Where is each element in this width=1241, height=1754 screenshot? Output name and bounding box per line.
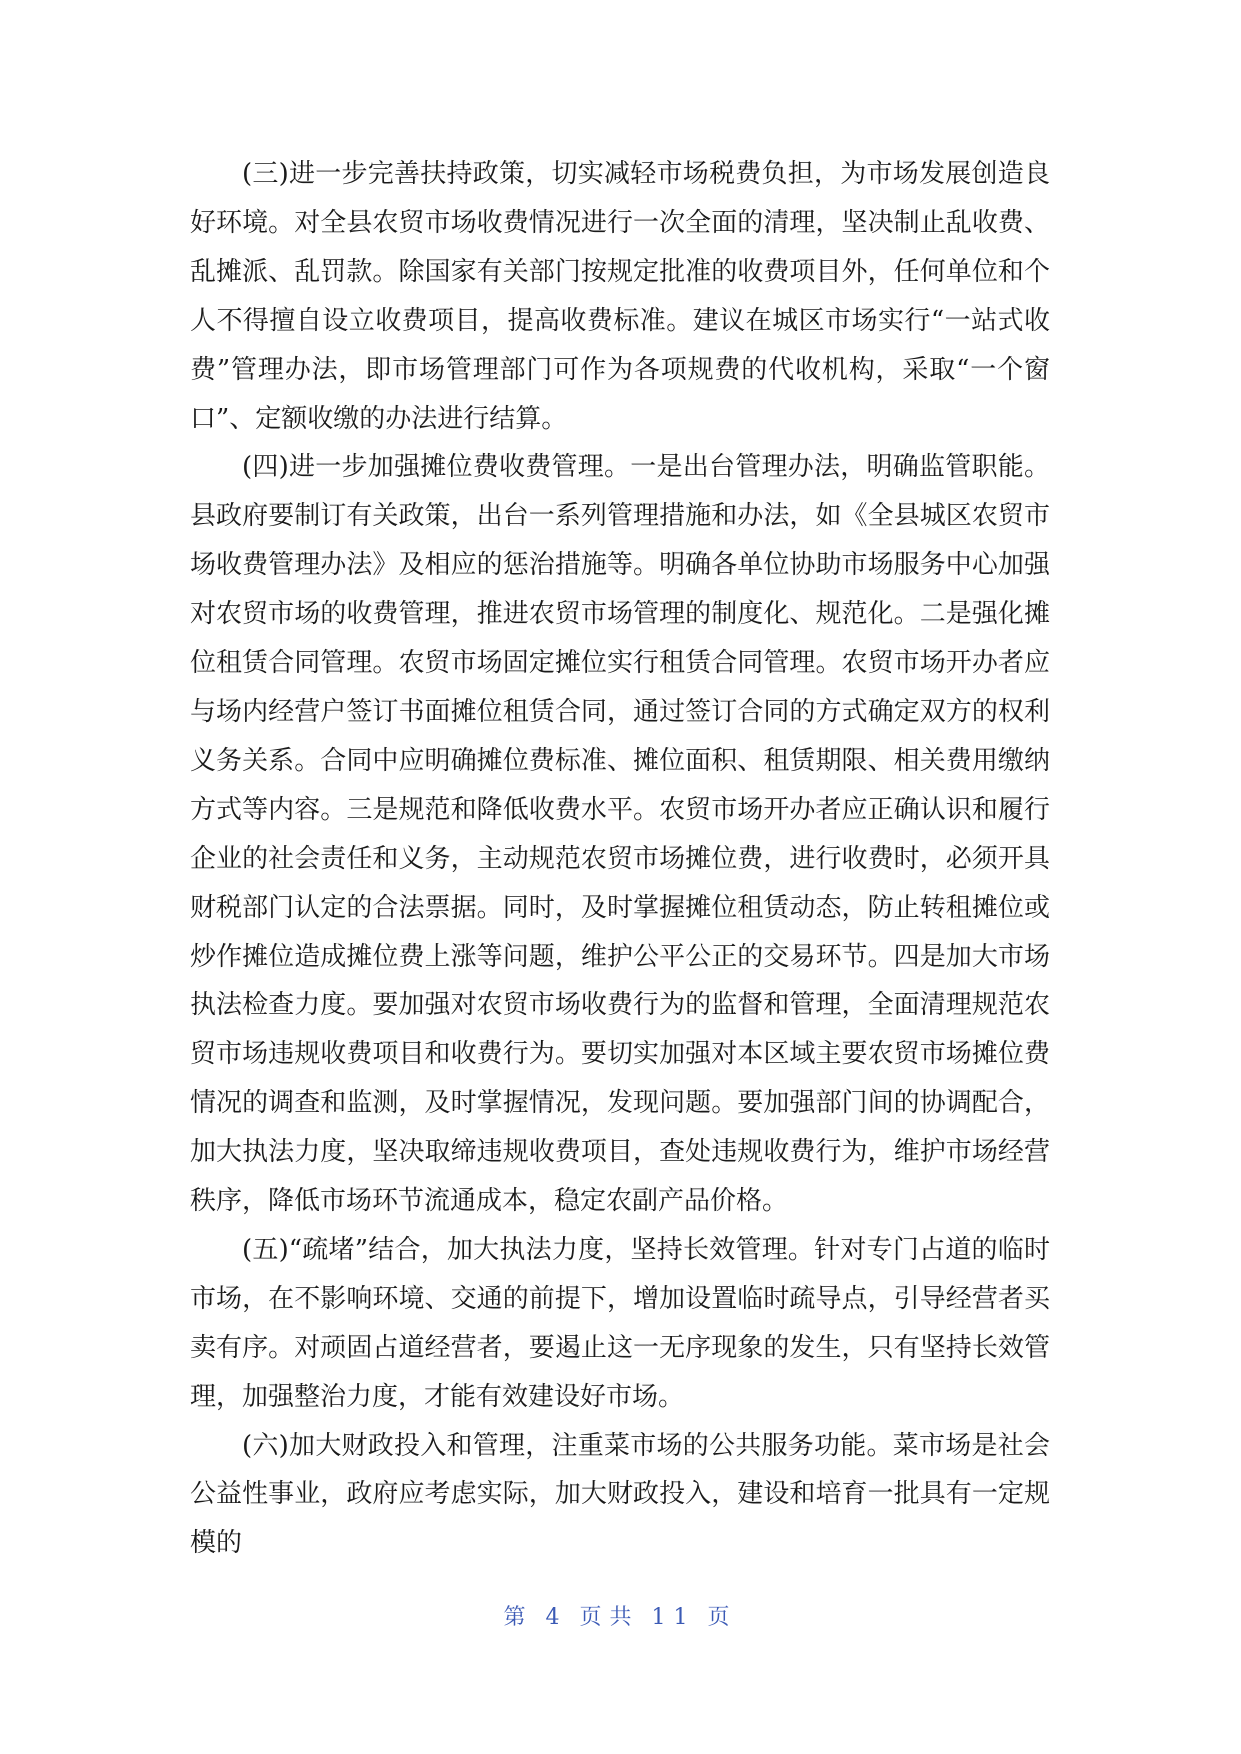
paragraph-6: (六)加大财政投入和管理，注重菜市场的公共服务功能。菜市场是社会公益性事业，政府应考虑实际，加大财政投入，建设和培育一批具有一定规模的 — [190, 1430, 1050, 1559]
document-body — [190, 150, 1050, 1568]
footer-total-pages: 11 — [651, 1605, 696, 1630]
footer-middle: 页共 — [579, 1605, 640, 1630]
paragraph-4: (四)进一步加强摊位费收费管理。一是出台管理办法，明确监管职能。县政府要制订有关政策，出台一系列管理措施和办法，如《全县城区农贸市场收费管理办法》及相应的惩治措施等。明确各单位协助市场服务中心加强对农贸市场的收费管理，推进农贸市场管理的制度化、规范化。二是强化摊位租赁合同管理。农贸市场固定摊位实行租赁合同管理。农贸市场开办者应与场内经营户签订书面摊位租赁合同，通过签订合同的方式确定双方的权利义务关系。合同中应明确摊位费标准、摊位面积、租赁期限、相关费用缴纳方式等内容。三是规范和降低收费水平。农贸市场开办者应正确认识和履行企业的社会责任和义务，主动规范农贸市场摊位费，进行收费时，必须开具财税部门认定的合法票据。同时，及时掌握摊位租赁动态，防止转租摊位或炒作摊位造成摊位费上涨等问题，维护公平公正的交易环节。四是加大市场执法检查力度。要加强对农贸市场收费行为的监督和管理，全面清理规范农贸市场违规收费项目和收费行为。要切实加强对本区域主要农贸市场摊位费情况的调查和监测，及时掌握情况，发现问题。要加强部门间的协调配合，加大执法力度，坚决取缔违规收费项目，查处违规收费行为，维护市场经营秩序，降低市场环节流通成本，稳定农副产品价格。 — [190, 452, 1050, 1217]
page-footer — [0, 1600, 1241, 1631]
footer-suffix: 页 — [707, 1605, 738, 1630]
paragraph-5: (五)“疏堵”结合，加大执法力度，坚持长效管理。针对专门占道的临时市场，在不影响环境、交通的前提下，增加设置临时疏导点，引导经营者买卖有序。对顽固占道经营者，要遏止这一无序现象的发生，只有坚持长效管理，加强整治力度，才能有效建设好市场。 — [190, 1234, 1050, 1412]
paragraph-3: (三)进一步完善扶持政策，切实减轻市场税费负担，为市场发展创造良好环境。对全县农贸市场收费情况进行一次全面的清理，坚决制止乱收费、乱摊派、乱罚款。除国家有关部门按规定批准的收费项目外，任何单位和个人不得擅自设立收费项目，提高收费标准。建议在城区市场实行“一站式收费”管理办法，即市场管理部门可作为各项规费的代收机构，采取“一个窗口”、定额收缴的办法进行结算。 — [190, 159, 1050, 434]
footer-current-page: 4 — [545, 1605, 568, 1630]
footer-prefix: 第 — [503, 1605, 534, 1630]
